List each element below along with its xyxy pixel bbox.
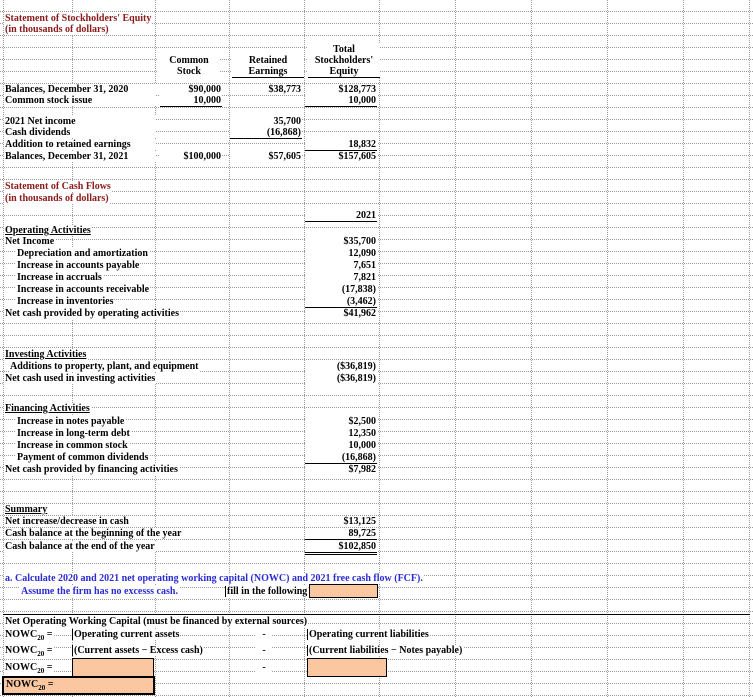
grid-hline: [0, 359, 753, 360]
equity-row-label: Common stock issue: [4, 95, 156, 106]
col-common-line2: Stock: [158, 66, 220, 77]
financing-item-value: $2,500: [305, 416, 377, 427]
current-liabilities-input[interactable]: [307, 658, 387, 677]
equity-row-common: 10,000: [160, 95, 222, 107]
nowc-subscript: 20: [37, 634, 45, 642]
operating-item-value: 7,821: [305, 272, 377, 283]
cl-formula: (Current liabilities − Notes payable): [309, 645, 463, 656]
summary-item-label: Cash balance at the beginning of the year: [5, 528, 182, 539]
grid-hline: [0, 323, 753, 324]
summary-item-value: 89,725: [305, 528, 377, 540]
operating-item-value: $35,700: [305, 236, 377, 247]
operating-total-label: Net cash provided by operating activities: [5, 308, 179, 319]
question-assumption: Assume the firm has no excesss cash.: [21, 586, 178, 597]
equity-row-retained: $57,605: [230, 151, 302, 162]
operating-item-label: Increase in accounts payable: [17, 260, 140, 271]
grid-vline: [683, 0, 684, 697]
grid-vline: [607, 0, 608, 697]
cashflow-subtitle: (in thousands of dollars): [5, 193, 109, 204]
grid-hline: [0, 11, 753, 12]
equity-row-total: 10,000: [305, 95, 377, 107]
financing-total-value: $7,982: [305, 464, 377, 475]
col-common-line1: Common: [158, 55, 220, 66]
nowc-label-text: NOWC: [5, 645, 38, 656]
grid-hline: [0, 611, 753, 612]
operating-item-value: 12,090: [305, 248, 377, 259]
fill-instruction: fill in the following: [227, 586, 308, 597]
grid-hline: [0, 203, 753, 204]
col-retained-line2: Earnings: [232, 66, 304, 78]
investing-total-value: ($36,819): [305, 373, 377, 384]
equity-row-total: $157,605: [305, 151, 377, 162]
equity-row-retained: (16,868): [230, 127, 302, 139]
grid-hline: [0, 347, 753, 348]
col-total-line2: Stockholders': [308, 55, 380, 66]
equity-row-label: Cash dividends: [4, 127, 156, 138]
grid-vline: [379, 0, 380, 697]
operating-heading: Operating Activities: [5, 225, 91, 236]
nowc-equals: =: [44, 645, 53, 656]
financing-item-label: Increase in long-term debt: [17, 428, 130, 439]
grid-hline: [0, 335, 753, 336]
financing-item-label: Payment of common dividends: [17, 452, 149, 463]
grid-hline: [0, 695, 753, 696]
investing-item-value: ($36,819): [305, 361, 377, 372]
nowc-label-text: NOWC: [5, 629, 38, 640]
equity-row-label: Balances, December 31, 2021: [4, 151, 156, 162]
nowc-row2-label: [4, 645, 53, 656]
minus-sign: -: [256, 662, 272, 673]
operating-item-label: Increase in accounts receivable: [17, 284, 150, 295]
col-total-line1: Total: [308, 44, 380, 55]
equity-row-retained: $38,773: [230, 84, 302, 95]
nowc-equals: =: [45, 679, 54, 690]
operating-item-value: (17,838): [305, 284, 377, 295]
grid-hline: [0, 503, 753, 504]
grid-hline: [0, 227, 753, 228]
grid-vline: [749, 0, 750, 697]
grid-hline: [0, 563, 753, 564]
financing-item-value: 10,000: [305, 440, 377, 451]
operating-item-label: Net Income: [5, 236, 55, 247]
grid-hline: [0, 479, 753, 480]
summary-heading: Summary: [5, 504, 48, 515]
equity-subtitle: (in thousands of dollars): [5, 24, 109, 35]
financing-item-label: Increase in notes payable: [17, 416, 125, 427]
grid-hline: [0, 407, 753, 408]
cashflow-year: 2021: [305, 210, 377, 222]
summary-item-label: Cash balance at the end of the year: [5, 541, 155, 552]
operating-item-label: Increase in accruals: [17, 272, 102, 283]
nowc-divider: [3, 614, 750, 615]
nowc-equals: =: [44, 629, 53, 640]
equity-title: Statement of Stockholders' Equity: [5, 13, 152, 24]
financing-heading: Financing Activities: [5, 403, 90, 414]
grid-hline: [0, 395, 753, 396]
financing-item-label: Increase in common stock: [17, 440, 128, 451]
operating-item-label: Increase in inventories: [17, 296, 114, 307]
equity-row-common: $90,000: [160, 84, 222, 95]
nowc-row4-label: [5, 679, 54, 690]
financing-total-label: Net cash provided by financing activities: [5, 464, 178, 475]
oca-label: Operating current assets: [74, 629, 180, 640]
operating-item-value: 7,651: [305, 260, 377, 271]
financing-item-value: (16,868): [305, 452, 377, 464]
minus-sign: -: [256, 645, 272, 656]
ocl-label: Operating current liabilities: [309, 629, 429, 640]
operating-item-value: (3,462): [305, 296, 377, 308]
nowc-subscript: 20: [38, 684, 46, 692]
grid-hline: [0, 35, 753, 36]
grid-hline: [0, 107, 753, 108]
equity-row-label: Balances, December 31, 2020: [4, 84, 156, 95]
grid-hline: [0, 491, 753, 492]
grid-vline: [531, 0, 532, 697]
equity-row-retained: 35,700: [230, 116, 302, 127]
grid-hline: [0, 191, 753, 192]
operating-item-label: Depreciation and amortization: [17, 248, 148, 259]
nowc-row3-label: [4, 662, 53, 673]
equity-row-label: Addition to retained earnings: [4, 139, 156, 150]
grid-hline: [0, 179, 753, 180]
summary-item-label: Net increase/decrease in cash: [5, 516, 129, 527]
nowc-subscript: 20: [37, 650, 45, 658]
equity-row-common: $100,000: [160, 151, 222, 162]
col-total-line3: Equity: [308, 66, 380, 78]
nowc-heading: Net Operating Working Capital (must be financed by external sources): [5, 616, 308, 627]
investing-item-label: Additions to property, plant, and equipment: [10, 361, 199, 372]
operating-total-value: $41,962: [305, 308, 377, 319]
investing-heading: Investing Activities: [5, 349, 87, 360]
summary-item-value: $13,125: [305, 516, 377, 527]
equity-row-label: 2021 Net income: [4, 116, 156, 127]
question-prompt: a. Calculate 2020 and 2021 net operating working capital (NOWC) and 2021 free cash flow (FCF).: [5, 573, 423, 584]
equity-row-total: $128,773: [305, 84, 377, 95]
investing-total-label: Net cash used in investing activities: [5, 373, 156, 384]
ca-formula: (Current assets − Excess cash): [74, 645, 203, 656]
current-assets-input[interactable]: [72, 658, 154, 677]
cashflow-title: Statement of Cash Flows: [5, 181, 111, 192]
grid-hline: [0, 167, 753, 168]
nowc-equals: =: [44, 662, 53, 673]
minus-sign: -: [256, 629, 272, 640]
nowc-label-text: NOWC: [6, 679, 39, 690]
equity-row-total: 18,832: [305, 139, 377, 151]
grid-vline: [455, 0, 456, 697]
financing-item-value: 12,350: [305, 428, 377, 439]
nowc-subscript: 20: [37, 667, 45, 675]
fill-indicator-cell: [309, 584, 378, 598]
summary-item-value: $102,850: [305, 541, 377, 555]
nowc-label-text: NOWC: [5, 662, 38, 673]
grid-hline: [0, 599, 753, 600]
col-retained-line1: Retained: [232, 55, 304, 66]
nowc-row1-label: [4, 629, 53, 640]
